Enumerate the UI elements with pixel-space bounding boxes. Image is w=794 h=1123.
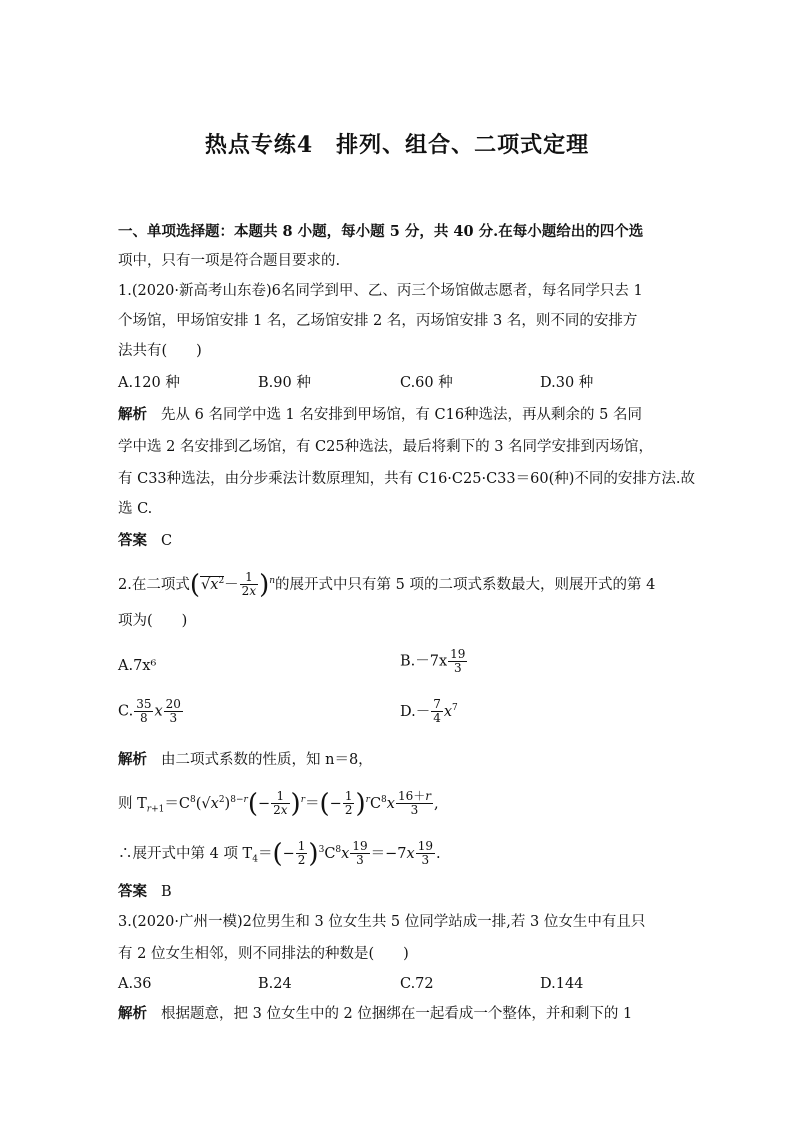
q1-stem-line1: 1.(2020·新高考山东卷)6名同学到甲、乙、丙三个场馆做志愿者，每名同学只去 1 [118,283,643,299]
q1-analysis-line1 [118,405,678,425]
q1-option-a: A.120 种 [118,375,180,391]
q2-answer-value: B [161,884,172,900]
answer-label: 答案 [118,532,147,549]
analysis-label: 解析 [118,1005,147,1022]
analysis-label: 解析 [118,751,147,768]
q1-answer [118,531,678,551]
q2-option-c: C. $\frac{35}{8}$ x $\frac{20}{3}$ [118,697,181,725]
answer-label: 答案 [118,883,147,900]
section-heading-cont: 项中，只有一项是符合题目要求的. [118,253,341,269]
section-heading: 一、单项选择题：本题共 8 小题，每小题 5 分，共 40 分.在每小题给出的四个选 [118,223,644,240]
q3-analysis-line1 [118,1004,678,1024]
q2-analysis-formula1: 则 $T_{r+1}=C^8(√x^2)^{8-r}(-$ $\frac{1}{2x}$ )$^r$＝(− $\frac{1}{2}$ )$^rC^8x$ $\frac{16+r}{3}$ , [118,788,439,819]
q1-option-b: B.90 种 [258,375,311,391]
q2-answer [118,882,678,902]
q3-analysis-text1: 根据题意，把 3 位女生中的 2 位捆绑在一起看成一个整体，并和剩下的 1 [161,1006,633,1022]
q2-binomial-expression: ($√x^2-$ $\frac{1}{2x}$ )$^n$ [189,569,276,600]
q2-stem-suffix: 的展开式中只有第 5 项的二项式系数最大，则展开式的第 4 [275,576,656,593]
q1-analysis-line2: 学中选 2 名安排到乙场馆，有 C25种选法，最后将剩下的 3 名同学安排到丙场馆， [118,439,654,455]
q3-option-a: A.36 [118,976,152,992]
q3-stem-line2: 有 2 位女生相邻，则不同排法的种数是( ) [118,946,409,962]
q1-answer-value: C [161,533,173,549]
q2-option-a: A.7x⁶ [118,658,157,674]
q2-stem-line2: 项为( ) [118,613,188,629]
page-title: 热点专练4 排列、组合、二项式定理 [204,132,590,158]
q3-stem-line1: 3.(2020·广州一模)2位男生和 3 位女生共 5 位同学站成一排,若 3 位女生中有且只 [118,914,646,930]
analysis-label: 解析 [118,406,147,423]
q2-option-b: B.－7x $\frac{19}{3}$ [400,647,466,675]
q1-analysis-line4: 选 C. [118,501,153,517]
q3-option-c: C.72 [400,976,434,992]
q1-analysis-line3: 有 C33种选法，由分步乘法计数原理知，共有 C16·C25·C33＝60(种)不同的安排方法.故 [118,471,695,487]
q1-stem-line3: 法共有( ) [118,343,202,359]
q2-stem-prefix: 2.在二项式 [118,576,190,593]
q3-option-b: B.24 [258,976,292,992]
q1-option-d: D.30 种 [540,375,594,391]
q2-analysis-formula2: ∴展开式中第 4 项 $T_4=(-$ $\frac{1}{2}$ )$^3C^8x$ $\frac{19}{3}$ ＝−7x $\frac{19}{3}$ . [118,838,441,869]
q3-option-d: D.144 [540,976,584,992]
q2-analysis-line1 [118,750,678,770]
q2-option-d: D.－ $\frac{7}{4}$ $x^7$ [400,697,458,726]
q2-analysis-text1: 由二项式系数的性质，知 n＝8， [161,752,373,768]
q1-stem-line2: 个场馆，甲场馆安排 1 名，乙场馆安排 2 名，丙场馆安排 3 名，则不同的安排方 [118,313,638,329]
q2-stem-line1 [118,571,678,598]
q1-option-c: C.60 种 [400,375,453,391]
q1-analysis-text1: 先从 6 名同学中选 1 名安排到甲场馆，有 C16种选法，再从剩余的 5 名同 [161,407,642,423]
